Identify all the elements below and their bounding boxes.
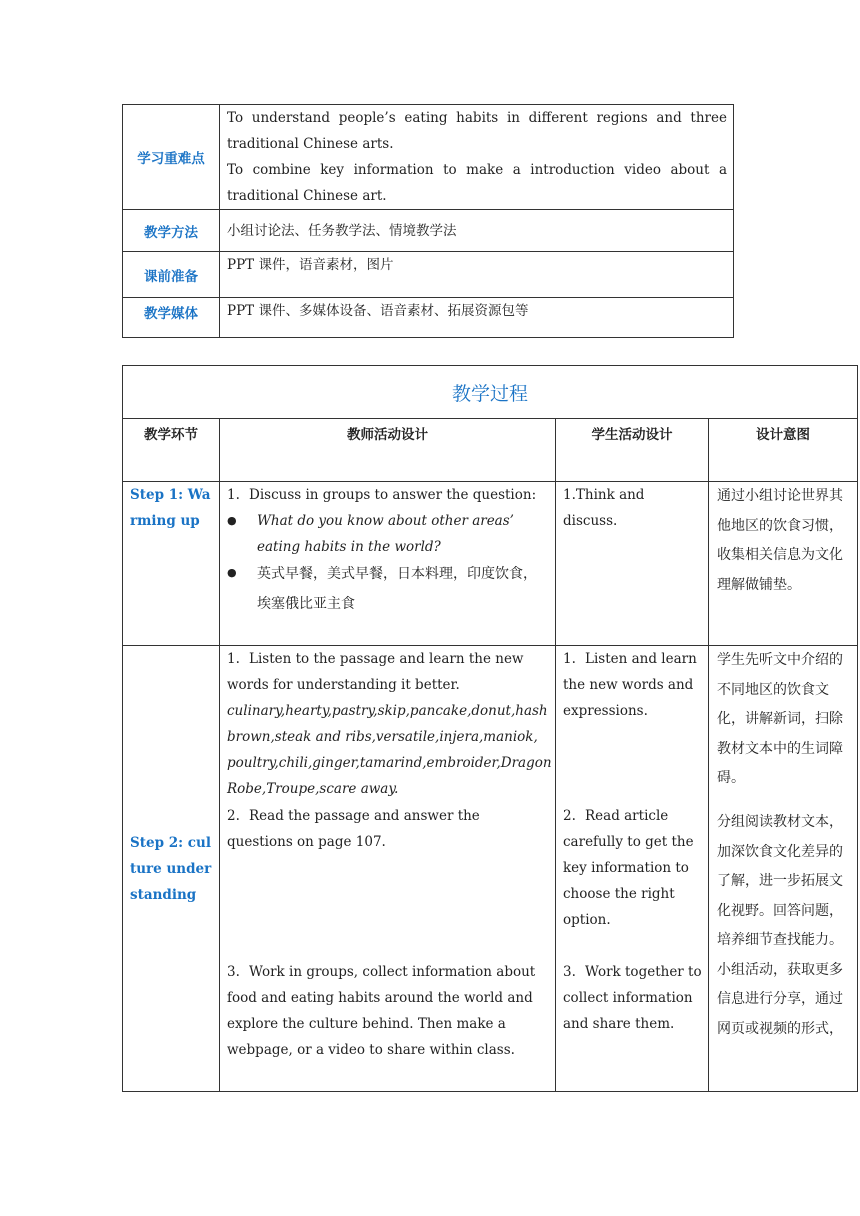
item-number: 3. [227, 964, 240, 980]
bullet-item [227, 560, 549, 619]
bullet-text: 英式早餐，美式早餐，日本料理，印度饮食，埃塞俄比亚主食 [257, 566, 537, 612]
media-value: PPT 课件、多媒体设备、语音素材、拓展资源包等 [220, 298, 734, 338]
bullet-icon: ● [227, 566, 237, 579]
course-info-table [122, 104, 734, 338]
intent-part: 分组阅读教材文本，加深饮食文化差异的了解，进一步拓展文化视野。回答问题，培养细节查找能力。 [717, 814, 843, 948]
header-teacher: 教师活动设计 [220, 419, 556, 482]
preparation-label: 课前准备 [123, 252, 220, 298]
s3-text: Work together to collect information and share them. [563, 964, 702, 1032]
step1-name [123, 482, 220, 646]
step1-teacher [220, 482, 556, 646]
bullet-text: What do you know about other areas’ eating habits in the world? [257, 513, 514, 555]
s1-text: Listen and learn the new words and expressions. [563, 651, 697, 719]
item-number: 2. [563, 808, 576, 824]
method-label: 教学方法 [123, 210, 220, 252]
bullet-icon: ● [227, 514, 237, 527]
step1-label: Step 1: Warming up [130, 487, 211, 529]
item-number: 1. [563, 651, 576, 667]
step2-intent [709, 646, 858, 1092]
item-number: 3. [563, 964, 576, 980]
new-words: culinary,hearty,pastry,skip,pancake,donut,hash brown,steak and ribs,versatile,injera,maniok, poultry,chili,ginger,tamarind,embroider,Dragon Robe,Troupe,scare away. [227, 703, 552, 797]
step1-teacher-text: Discuss in groups to answer the question: [249, 487, 537, 503]
process-title: 教学过程 [123, 366, 858, 419]
item-number: 1. [227, 487, 240, 503]
step2-label: Step 2: culture understanding [130, 834, 212, 903]
step2-teacher [220, 646, 556, 1092]
bullet-item [227, 508, 549, 560]
header-intent: 设计意图 [709, 419, 858, 482]
media-label: 教学媒体 [123, 298, 220, 338]
intent-part: 学生先听文中介绍的不同地区的饮食文化，讲解新词，扫除教材文本中的生词障碍。 [717, 652, 843, 786]
t2-text: Read the passage and answer the questions on page 107. [227, 808, 480, 850]
key-points-label: 学习重难点 [123, 105, 220, 210]
key-points-value [220, 105, 734, 210]
step1-intent: 通过小组讨论世界其他地区的饮食习惯，收集相关信息为文化理解做铺垫。 [709, 482, 858, 646]
step1-student: 1.Think and discuss. [556, 482, 709, 646]
t1-text: Listen to the passage and learn the new words for understanding it better. [227, 651, 524, 693]
step2-student [556, 646, 709, 1092]
key-point-line: To combine key information to make a introduction video about a traditional Chinese art. [227, 162, 727, 204]
header-student: 学生活动设计 [556, 419, 709, 482]
item-number: 1. [227, 651, 240, 667]
method-value: 小组讨论法、任务教学法、情境教学法 [220, 210, 734, 252]
item-number: 2. [227, 808, 240, 824]
key-point-line: To understand people’s eating habits in different regions and three traditional Chinese arts. [227, 110, 727, 152]
header-step: 教学环节 [123, 419, 220, 482]
intent-part: 小组活动，获取更多信息进行分享，通过网页或视频的形式， [717, 961, 843, 1037]
step2-name [123, 646, 220, 1092]
preparation-value: PPT 课件，语音素材，图片 [220, 252, 734, 298]
t3-text: Work in groups, collect information about food and eating habits around the world and explore the culture behind. Then make a webpage, or a video to share within class. [227, 964, 536, 1058]
teaching-process-table [122, 365, 858, 1092]
s2-text: Read article carefully to get the key information to choose the right option. [563, 808, 694, 928]
